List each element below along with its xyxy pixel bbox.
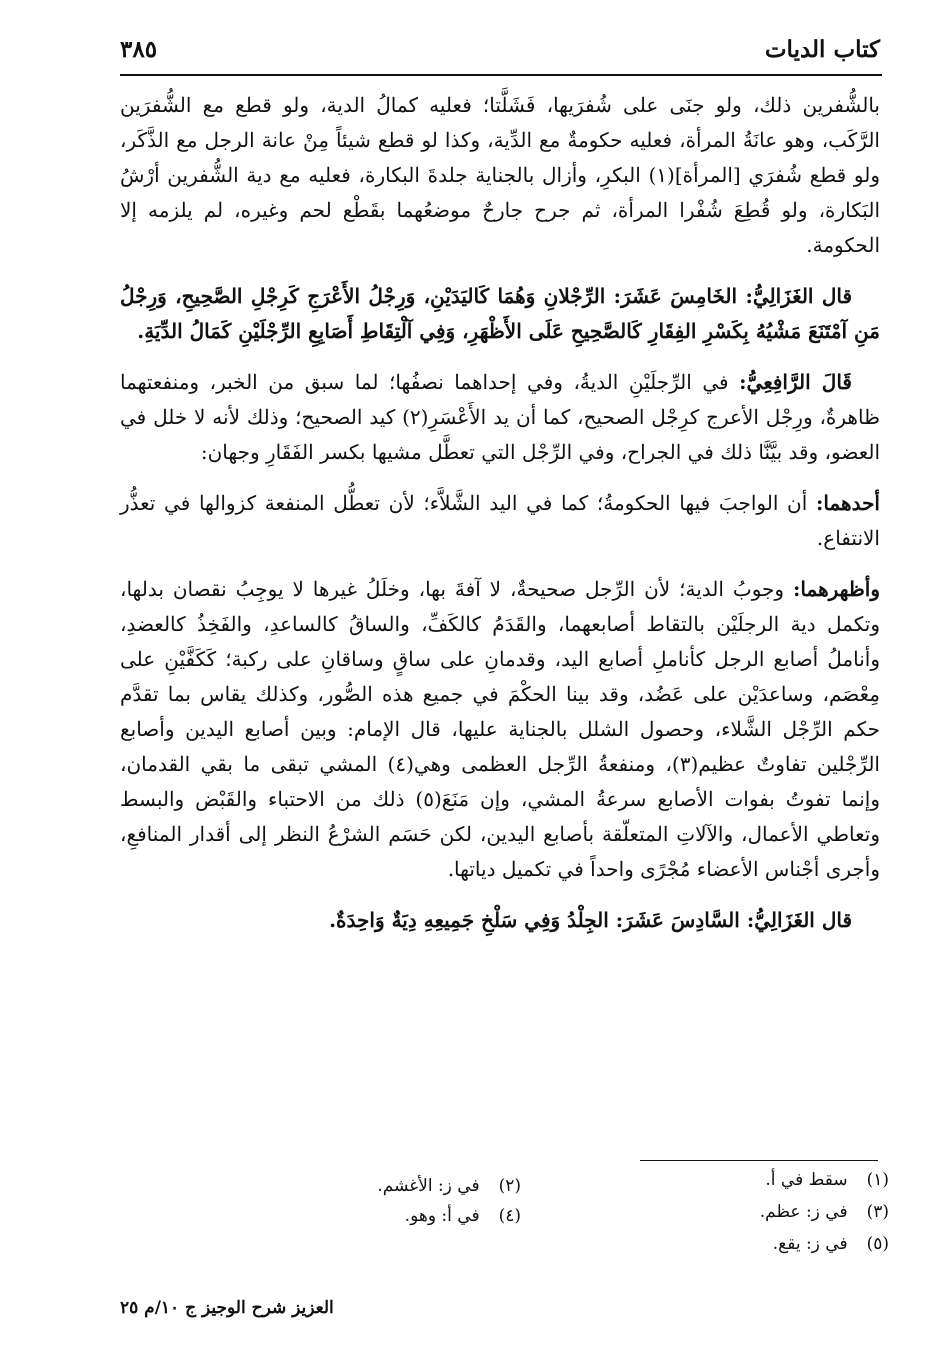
paragraph-text: في الرِّجلَيْنِ الديةُ، وفي إحداهما نصفُها؛ لما سبق من الخبر، ومنفعتهما ظاهرةٌ، ورِجْل الأعرج كرِجْل الصحيح، كما أن يد الأَعْسَرِ(٢) كيد الصحيح؛ وذلك لأنه لا خلل في العضو، وقد بيَّنَّا ذلك في الجراح، وفي الرِّجْل التي تعطَّل مشيها بكسر الفَقَارِ وجهان: [120,370,880,464]
paragraph-text: الخَامِسَ عَشَرَ: الرِّجْلانِ وَهُمَا كَاليَدَيْنِ، وَرِجْلُ الأَعْرَجِ كَرِجْلِ الصَّحِيحِ، وَرِجْلُ مَنِ آمْتَنَعَ مَشْيُهُ بِكَسْرِ الفِقَارِ كَالصَّحِيحِ عَلَى الأَظْهَرِ، وَفِي آلْتِقَاطِ أَصَابِعِ الرِّجْلَيْنِ كَمَالُ الدِّيَةِ. [120,284,880,343]
header-rule [120,74,882,76]
footnote-3 [760,1202,889,1222]
footnote-number: (٣) [866,1202,889,1222]
footnote-5 [773,1234,889,1254]
main-text [120,88,880,938]
paragraph-ghazali-16 [120,903,880,938]
paragraph-rafii [120,365,880,470]
page-number: ٣٨٥ [120,36,158,63]
footnote-text: سقط في أ. [765,1170,848,1190]
paragraph-text: السَّادِسَ عَشَرَ: الجِلْدُ وَفِي سَلْخِ جَمِيعِهِ دِيَةٌ وَاحِدَةٌ. [329,908,740,932]
paragraph-text: أن الواجبَ فيها الحكومةُ؛ كما في اليد الشَّلاَّء؛ لأن تعطُّل المنفعة كزوالها في تعذُّر الانتفاع. [120,491,880,550]
chapter-title: كتاب الديات [764,36,880,63]
paragraph-ghazali-15 [120,279,880,349]
footnote-text: في ز: عظم. [759,1202,848,1222]
paragraph-continuation [120,88,880,263]
paragraph-text: وجوبُ الدية؛ لأن الرِّجل صحيحةٌ، لا آفةَ بها، وخلَلُ غيرها لا يوجِبُ نقصان بدلها، وتكمل دية الرجلَيْن بالتقاط أصابعهما، والقَدَمُ كالكَفِّ، والساقُ كالساعدِ، والفَخِذُ كالعضدِ، وأناملُ أصابع الرجل كأناملِ أصابع اليد، وقدمانِ على ساقٍ وساقانِ على ركبة؛ كَكَفَّيْنِ على مِعْصَم، وساعدَيْن على عَضُد، وقد بينا الحكْمَ في جميع هذه الصُّور، وكذلك يقاس بما تقدَّم حكم الرِّجْل الشَّلاء، وحصول الشلل بالجناية عليها، قال الإمام: وبين أصابع اليدين وأصابع الرِّجْلين تفاوتٌ عظيم(٣)، ومنفعةُ الرِّجل العظمى وهي(٤) المشي تبقى ما بقي القدمان، وإنما تفوتُ بفوات الأصابع سرعةُ المشي، وإن مَنَعَ(٥) ذلك من الاحتباء والقَبْض والبسط وتعاطي الأعمال، والآلاتِ المتعلّقة بأصابع اليدين، لكن حَسَم الشرْعُ النظر إلى أقدار المنافعِ، وأجرى أجْناس الأعضاء مُجْرًى واحداً في تكميل دياتها. [120,577,880,881]
paragraph-lead: قال الغَزَالِيُّ: [746,908,852,932]
footnote-number: (٢) [498,1176,521,1196]
footnote-number: (٤) [498,1206,521,1226]
footnote-number: (١) [866,1170,889,1190]
footnote-text: في أ: وهو. [404,1206,480,1226]
footnote-4 [405,1206,521,1226]
paragraph-first-view [120,486,880,556]
running-header [120,34,880,74]
paragraph-lead: أحدهما: [815,491,880,515]
paragraph-lead: قَالَ الرَّافِعِيُّ: [739,370,852,394]
footnote-text: في ز: الأغشم. [377,1176,480,1196]
paragraph-second-view [120,572,880,887]
signature-line: العزيز شرح الوجيز ج ١٠/م ٢٥ [120,1298,334,1318]
footnote-number: (٥) [866,1234,889,1254]
footnote-text: في ز: يقع. [772,1234,848,1254]
footnote-1 [765,1170,889,1190]
footnote-2 [377,1176,521,1196]
paragraph-lead: قال الغَزَالِيُّ: [745,284,853,308]
paragraph-text: بالشُّفرين ذلك، ولو جنَى على شُفرَيها، فَشَلَّتا؛ فعليه كمالُ الدية، ولو قطع مع الشُّفرَين الرَّكَب، وهو عانَةُ المرأة، فعليه حكومةٌ مع الدِّية، وكذا لو قطع شيئاً مِنْ عانة الرجل مع الذَّكَر، ولو قطع شُفرَي [المرأة](١) البكرِ، وأزال بالجناية جلدةَ البكارة، فعليه مع دية الشُّفرين أرْشُ البَكارة، ولو قُطِعَ شُفْرا المرأة، ثم جرح جارحٌ موضعُهما بقَطْع لحم وغيره، لم يلزمه إلا الحكومة. [120,93,880,257]
footnote-separator [640,1160,878,1161]
paragraph-lead: وأظهرهما: [793,577,881,601]
